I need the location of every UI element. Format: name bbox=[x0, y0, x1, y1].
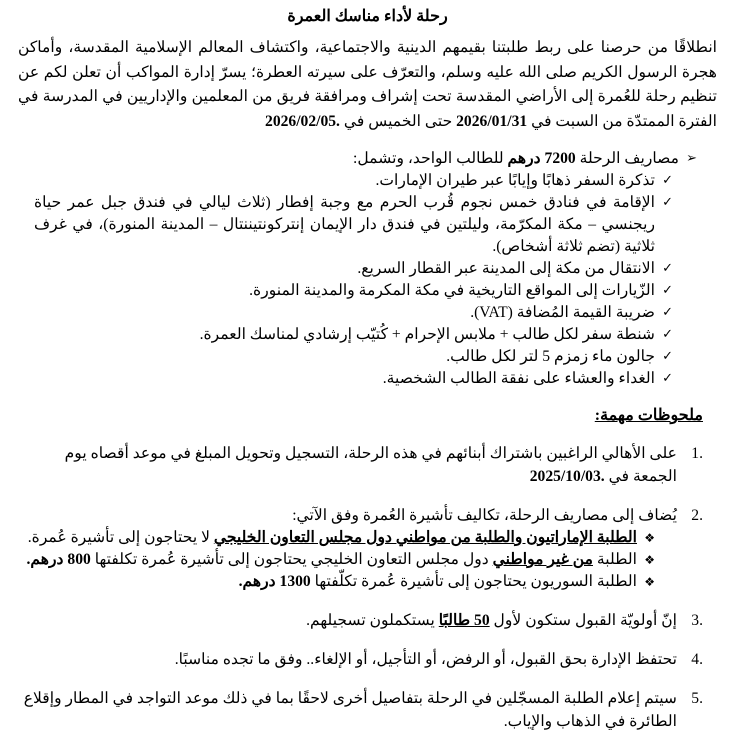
note-item bbox=[18, 442, 717, 488]
trip-cost-amount: 7200 درهم bbox=[507, 150, 576, 167]
list-item bbox=[34, 170, 673, 192]
non-gcc-label: من غير مواطني bbox=[492, 551, 593, 568]
gcc-students-label: الطلبة الإماراتيون والطلبة من مواطني دول مجلس التعاون الخليجي bbox=[213, 529, 637, 546]
list-item bbox=[34, 324, 673, 346]
page-title: رحلة لأداء مناسك العمرة bbox=[287, 8, 448, 25]
note-number: 2. bbox=[691, 507, 703, 524]
list-item bbox=[34, 346, 673, 368]
list-item bbox=[34, 368, 673, 390]
note-number: 5. bbox=[691, 690, 703, 707]
list-item-text: جالون ماء زمزم 5 لتر لكل طالب. bbox=[446, 348, 655, 365]
intro-connector: حتى الخميس في bbox=[343, 112, 453, 130]
diamond-bullet-icon: ❖ bbox=[644, 575, 655, 589]
trip-cost-text bbox=[353, 148, 679, 170]
trip-cost-suffix: للطالب الواحد، وتشمل: bbox=[353, 150, 504, 167]
check-icon: ✓ bbox=[662, 349, 673, 364]
trip-cost-prefix: مصاريف الرحلة bbox=[579, 150, 679, 167]
visa-cost-list bbox=[18, 527, 677, 593]
note-number: 4. bbox=[691, 651, 703, 668]
list-item-text: الغداء والعشاء على نفقة الطالب الشخصية. bbox=[382, 370, 655, 387]
list-item bbox=[34, 258, 673, 280]
note-item bbox=[18, 687, 717, 733]
list-item-text: شنطة سفر لكل طالب + ملابس الإحرام + كُتيّب إرشادي لمناسك العمرة. bbox=[199, 326, 655, 343]
check-icon: ✓ bbox=[662, 195, 673, 210]
list-item bbox=[18, 549, 655, 571]
notes-list bbox=[18, 442, 717, 733]
visa-cost-amount: 1300 درهم. bbox=[238, 573, 311, 590]
list-item-text: الطلبة الإماراتيون والطلبة من مواطني دول مجلس التعاون الخليجي لا يحتاجون إلى تأشيرة عُمرة. bbox=[27, 529, 637, 546]
intro-text: انطلاقًا من حرصنا على ربط طلبتنا بقيمهم الدينية والاجتماعية، واكتشاف المعالم الإسلامية المقدسة، وأماكن هجرة الرسول الكريم صلى الله عليه وسلم، والتعرّف على سيرته العطرة؛ يسرّ إدارة المواكب أن تعلن لكم عن تنظيم رحلة للعُمرة إلى الأراضي المقدسة تحت إشراف ومرافقة فريق من المعلمين والإداريين في المدرسة في الفترة الممتدّة من السبت في bbox=[18, 39, 717, 130]
list-item bbox=[34, 302, 673, 324]
list-item bbox=[18, 527, 655, 549]
note-text bbox=[18, 504, 677, 593]
diamond-bullet-icon: ❖ bbox=[644, 553, 655, 567]
list-item bbox=[18, 571, 655, 593]
note-text: إنّ أولويّة القبول ستكون لأول 50 طالبًا يستكملون تسجيلهم. bbox=[306, 612, 677, 629]
priority-count: 50 طالبًا bbox=[438, 612, 490, 629]
arrow-bullet-icon: ➢ bbox=[686, 151, 697, 166]
check-icon: ✓ bbox=[662, 261, 673, 276]
note-text: تحتفظ الإدارة بحق القبول، أو الرفض، أو التأجيل، أو الإلغاء.. وفق ما تجده مناسبًا. bbox=[174, 651, 677, 668]
check-icon: ✓ bbox=[662, 327, 673, 342]
diamond-bullet-icon: ❖ bbox=[644, 531, 655, 545]
note-item bbox=[18, 648, 717, 671]
trip-cost-heading bbox=[18, 148, 717, 170]
note-number: 1. bbox=[691, 445, 703, 462]
trip-end-date: 2026/02/05. bbox=[265, 112, 340, 130]
intro-paragraph bbox=[18, 36, 717, 134]
list-item bbox=[34, 280, 673, 302]
notes-heading: ملحوظات مهمة: bbox=[594, 407, 703, 424]
trip-start-date: 2026/01/31 bbox=[456, 112, 528, 130]
note-2-text: يُضاف إلى مصاريف الرحلة، تكاليف تأشيرة العُمرة وفق الآتي: bbox=[292, 507, 677, 524]
check-icon: ✓ bbox=[662, 305, 673, 320]
note-item bbox=[18, 504, 717, 593]
list-item-text: الزّيارات إلى المواقع التاريخية في مكة المكرمة والمدينة المنورة. bbox=[249, 282, 655, 299]
list-item-text: الطلبة السوريون يحتاجون إلى تأشيرة عُمرة تكلّفتها 1300 درهم. bbox=[238, 573, 637, 590]
included-items-list bbox=[18, 170, 717, 390]
list-item bbox=[34, 192, 673, 258]
list-item-text: الانتقال من مكة إلى المدينة عبر القطار السريع. bbox=[357, 260, 655, 277]
visa-cost-amount: 800 درهم. bbox=[26, 551, 91, 568]
list-item-text: الطلبة من غير مواطني دول مجلس التعاون الخليجي يحتاجون إلى تأشيرة عُمرة تكلفتها 800 درهم. bbox=[26, 551, 637, 568]
note-1-text: على الأهالي الراغبين باشتراك أبنائهم في هذه الرحلة، التسجيل وتحويل المبلغ في موعد أقصاه يوم الجمعة في bbox=[64, 445, 677, 485]
note-text bbox=[18, 442, 677, 488]
check-icon: ✓ bbox=[662, 371, 673, 386]
check-icon: ✓ bbox=[662, 283, 673, 298]
list-item-text: الإقامة في فنادق خمس نجوم قُرب الحرم مع وجبة إفطار (ثلاث ليالي في فندق جبل عمر حياة ريجنسي – مكة المكرّمة، وليلتين في فندق دار الإيمان إنتركونتيننتال – المدينة المنورة)، في غرف ثلاثية (تضم ثلاثة أشخاص). bbox=[34, 194, 655, 255]
registration-deadline: 2025/10/03. bbox=[529, 468, 605, 485]
note-number: 3. bbox=[691, 612, 703, 629]
list-item-text: تذكرة السفر ذهابًا وإيابًا عبر طيران الإمارات. bbox=[375, 172, 655, 189]
note-item bbox=[18, 609, 717, 632]
check-icon: ✓ bbox=[662, 173, 673, 188]
note-text: سيتم إعلام الطلبة المسجّلين في الرحلة بتفاصيل أخرى لاحقًا بما في ذلك موعد التواجد في المطار وإقلاع الطائرة في الذهاب والإياب. bbox=[23, 690, 677, 730]
list-item-text: ضريبة القيمة المُضافة (VAT). bbox=[470, 304, 655, 321]
